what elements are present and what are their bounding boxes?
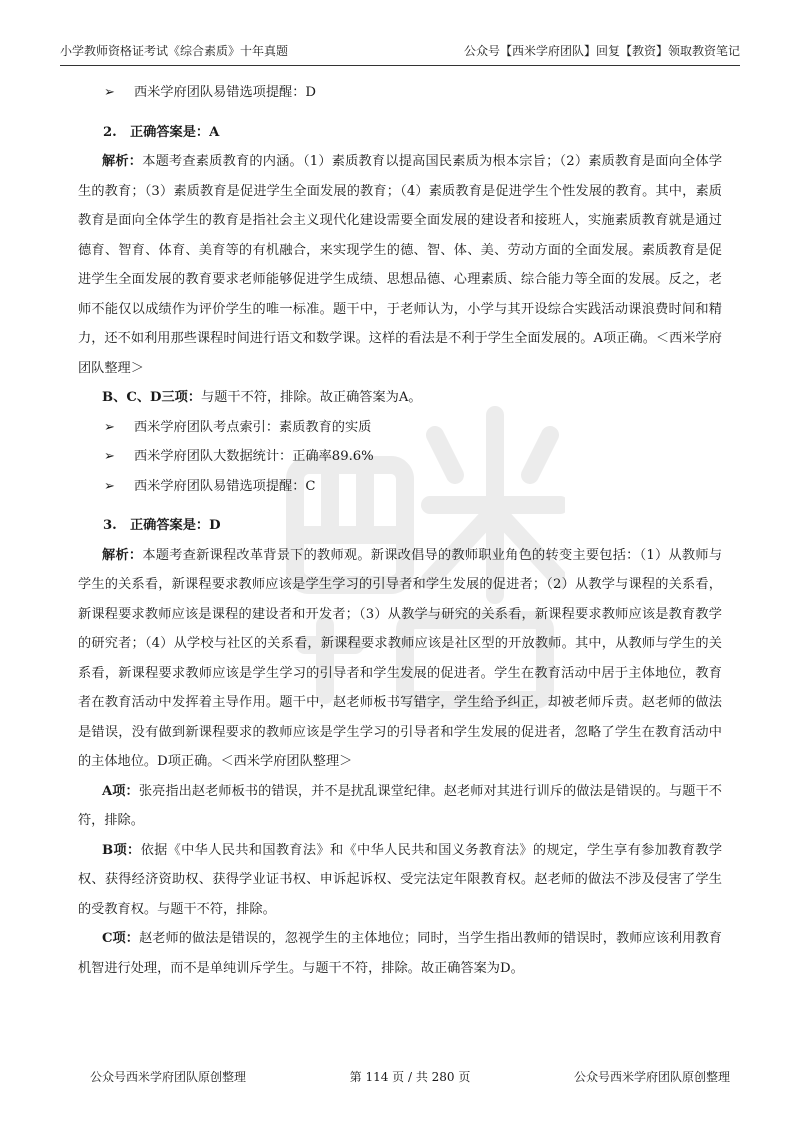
list-item: ➢ 西米学府团队大数据统计：正确率89.6% [104, 442, 722, 472]
arrow-bullet-icon: ➢ [104, 449, 116, 464]
page-number: 第 114 页 / 共 280 页 [349, 1070, 471, 1084]
page-header [60, 40, 740, 66]
q3-option-c: C项：赵老师的做法是错误的，忽视学生的主体地位；同时，当学生指出教师的错误时，教师应该利用教育机智进行处理，而不是单纯训斥学生。与题干不符，排除。故正确答案为D。 [78, 931, 722, 976]
q3-option-b: B项：依据《中华人民共和国教育法》和《中华人民共和国义务教育法》的规定，学生享有参加教育教学权、获得经济资助权、获得学业证书权、申诉起诉权、受完法定年限教育权。赵老师的做法不涉及侵害了学生的受教育权。与题干不符，排除。 [78, 842, 723, 917]
arrow-bullet-icon: ➢ [104, 419, 116, 435]
q3-option-a: A项：张亮指出赵老师板书的错误，并不是扰乱课堂纪律。赵老师对其进行训斥的做法是错误的。与题干不符，排除。 [78, 783, 722, 828]
q2-others: B、C、D三项：与题干不符，排除。故正确答案为A。 [102, 390, 422, 405]
q2-title: 2. 正确答案是：A [103, 124, 220, 140]
header-right: 公众号【西米学府团队】回复【教资】领取教资笔记 [463, 44, 740, 58]
page-content [78, 78, 722, 983]
header-left: 小学教师资格证考试《综合素质》十年真题 [60, 44, 289, 58]
q3-analysis: 解析：本题考查新课程改革背景下的教师观。新课改倡导的教师职业角色的转变主要包括：（1）从教师与学生的关系看，新课程要求教师应该是学生学习的引导者和学生发展的促进者；（2）从教学与课程的关系看，新课程要求教师应该是课程的建设者和开发者；（3）从教学与研究的关系看，新课程要求教师应该是教育教学的研究者；（4）从学校与社区的关系看，新课程要求教师应该是社区型的开放教师。其中，从教师与学生的关系看，新课程要求教师应该是学生学习的引导者和学生发展的促进者。学生在教育活动中居于主体地位，教育者在教育活动中发挥着主导作用。题干中，赵老师板书写错字，学生给予纠正，却被老师斥责。赵老师的做法是错误，没有做到新课程要求的教师应该是学生学习的引导者和学生发展的促进者，忽略了学生在教育活动中的主体地位。D项正确。＜西米学府团队整理＞ [78, 547, 723, 769]
footer-right: 公众号西米学府团队原创整理 [573, 1070, 730, 1084]
list-item: ➢ 西米学府团队易错选项提醒：D [104, 78, 722, 108]
list-item: ➢ 西米学府团队易错选项提醒：C [104, 472, 722, 502]
page-footer [90, 1068, 730, 1085]
footer-left: 公众号西米学府团队原创整理 [90, 1070, 247, 1084]
list-item: ➢ 西米学府团队考点索引：素质教育的实质 [104, 413, 722, 443]
q3-title: 3. 正确答案是：D [103, 518, 221, 533]
q2-analysis: 解析：本题考查素质教育的内涵。（1）素质教育以提高国民素质为根本宗旨；（2）素质教育是面向全体学生的教育；（3）素质教育是促进学生全面发展的教育；（4）素质教育是促进学生个性发展的教育。其中，素质教育是面向全体学生的教育是指社会主义现代化建设需要全面发展的建设者和接班人，实施素质教育就是通过德育、智育、体育、美育等的有机融合，来实现学生的德、智、体、美、劳动方面的全面发展。素质教育是促进学生全面发展的教育要求老师能够促进学生成绩、思想品德、心理素质、综合能力等全面的发展。反之，老师不能仅以成绩作为评价学生的唯一标准。题干中，于老师认为，小学与其开设综合实践活动课浪费时间和精力，还不如利用那些课程时间进行语文和数学课。这样的看法是不利于学生全面发展的。A项正确。＜西米学府团队整理＞ [78, 154, 723, 376]
arrow-bullet-icon: ➢ [104, 478, 116, 494]
arrow-bullet-icon: ➢ [104, 85, 116, 100]
